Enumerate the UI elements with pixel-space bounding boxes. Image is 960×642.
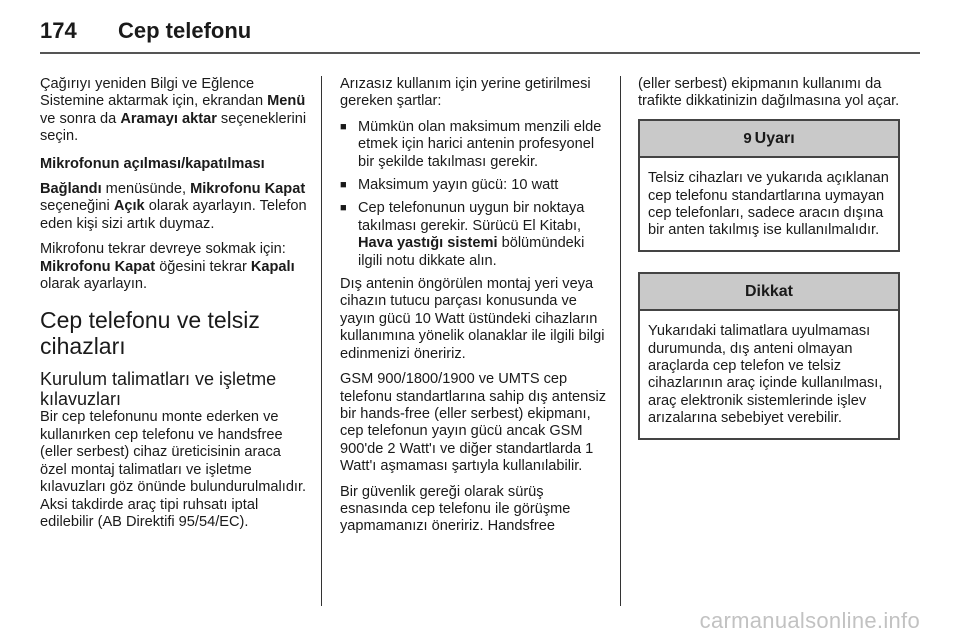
watermark: carmanualsonline.info bbox=[699, 608, 920, 633]
column-1 bbox=[40, 76, 308, 539]
warning-title: Uyarı bbox=[754, 129, 795, 147]
paragraph: Mikrofonu tekrar devreye sokmak için: Mikrofonu Kapat öğesini tekrar Kapalı olarak ayarlayın. bbox=[40, 241, 295, 293]
paragraph: Dış antenin öngörülen montaj yeri veya cihazın tutucu parçası konusunda ve yayın gücü 10 Watt üstündeki cihazların kullanımına yönelik olanaklar ile ilgili bilgi edinmenizi öneririz. bbox=[340, 276, 605, 362]
paragraph: (eller serbest) ekipmanın kullanımı da trafikte dikkatinizin dağılmasına yol açar. bbox=[638, 76, 900, 110]
page-title: Cep telefonu bbox=[118, 18, 252, 43]
paragraph: Çağırıyı yeniden Bilgi ve Eğlence Sistemine aktarmak için, ekrandan Menü ve sonra da Aramayı aktar seçeneklerini seçin. bbox=[40, 76, 307, 145]
list-item: ■ Maksimum yayın gücü: 10 watt bbox=[340, 177, 610, 194]
bullet-list bbox=[340, 119, 610, 270]
warning-triangle-icon: 9 bbox=[743, 129, 752, 147]
list-item: ■ Cep telefonunun uygun bir noktaya takılması gerekir. Sürücü El Kitabı, Hava yastığı sistemi bölümündeki ilgili notu dikkate alın. bbox=[340, 200, 610, 270]
paragraph: Bir cep telefonunu monte ederken ve kullanırken cep telefonu ve handsfree (eller serbest) cihaz üreticisinin araca özel montaj talimatları ve işletme kılavuzları göz önünde bulundurulmalıdır. Aksi takdirde araç tipi ruhsatı iptal edilebilir (AB Direktifi 95/54/EC). bbox=[40, 409, 307, 530]
column-divider bbox=[321, 76, 322, 606]
column-2 bbox=[340, 76, 610, 544]
paragraph: Bağlandı menüsünde, Mikrofonu Kapat seçeneğini Açık olarak ayarlayın. Telefon eden kişi sizi artık duymaz. bbox=[40, 181, 307, 232]
notice-body: Yukarıdaki talimatlara uyulmaması durumunda, dış anteni olmayan araçlarda cep telefon ve telsiz cihazlarının araç içinde kullanılması, araç elektronik sistemlerinde işlev arızalarına sebebiyet verebilir. bbox=[648, 323, 883, 427]
paragraph: Bir güvenlik gereği olarak sürüş esnasında cep telefonu ile görüşme yapmamanızı öneririz. Handsfree bbox=[340, 483, 571, 535]
column-3 bbox=[638, 76, 900, 440]
list-item: ■ Mümkün olan maksimum menzili elde etmek için harici antenin profesyonel bir şekilde takılması gerekir. bbox=[340, 119, 610, 171]
warning-body: Telsiz cihazları ve yukarıda açıklanan cep telefonu standartlarına uymayan cep telefonları, sadece aracın dışına bir anten takılmış ise kullanılmalıdır. bbox=[648, 170, 889, 239]
airbag-system-term: Hava yastığı sistemi bbox=[358, 235, 498, 252]
section-heading: Cep telefonu ve telsiz cihazları bbox=[40, 307, 260, 360]
notice-title: Dikkat bbox=[640, 274, 898, 311]
transfer-call-term: Aramayı aktar bbox=[120, 110, 217, 127]
warning-box-header bbox=[640, 121, 898, 158]
warning-box bbox=[638, 119, 900, 252]
menu-term: Menü bbox=[267, 93, 306, 110]
paragraph: GSM 900/1800/1900 ve UMTS cep telefonu standartlarına sahip dış antensiz bir hands-free (eller serbest) ekipmanı, cep telefonun yayın gücü ancak GSM 900'de 2 Watt'ı ve diğer standartlarda 1 Watt'ı aşmaması şartıyla kullanılabilir. bbox=[340, 371, 607, 475]
notice-box bbox=[638, 272, 900, 440]
sub-heading: Mikrofonun açılması/kapatılması bbox=[40, 155, 265, 172]
page-header bbox=[40, 18, 251, 44]
header-rule bbox=[40, 52, 920, 54]
subsection-heading: Kurulum talimatları ve işletme kılavuzları bbox=[40, 369, 277, 410]
paragraph: Arızasız kullanım için yerine getirilmesi gereken şartlar: bbox=[340, 76, 591, 110]
column-divider bbox=[620, 76, 621, 606]
page-number: 174 bbox=[40, 18, 77, 43]
